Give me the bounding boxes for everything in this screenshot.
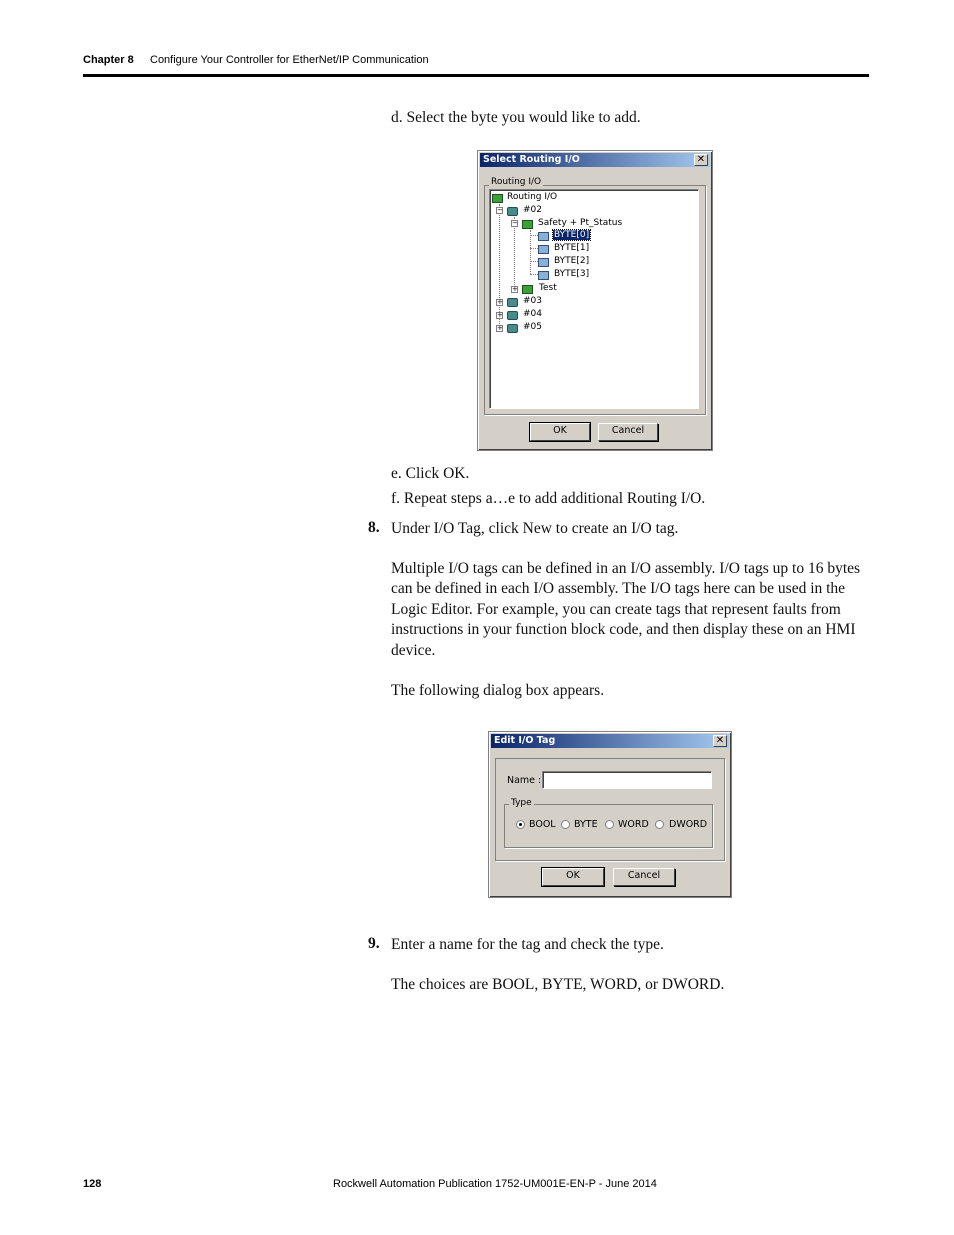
tree-item-byte2[interactable]: BYTE[2] <box>554 256 590 266</box>
edit-io-tag-dialog <box>488 731 732 898</box>
collapse-icon[interactable]: − <box>497 206 503 214</box>
step-9-number: 9. <box>368 935 380 952</box>
byte-icon <box>538 232 549 241</box>
chapter-label: Chapter 8 <box>83 54 134 66</box>
device-icon <box>507 324 518 333</box>
selected-byte0[interactable]: BYTE[0] <box>554 230 590 240</box>
byte-radio[interactable] <box>561 820 570 829</box>
expand-icon[interactable]: + <box>512 285 518 293</box>
expand-icon[interactable]: + <box>497 324 503 332</box>
word-label: WORD <box>618 819 649 830</box>
tree-item-byte1[interactable]: BYTE[1] <box>554 243 590 253</box>
tree-item-safety[interactable]: Safety + Pt_Status <box>538 218 623 228</box>
tree-item-02[interactable]: #02 <box>523 205 542 215</box>
step-8-number: 8. <box>368 519 380 536</box>
bool-label: BOOL <box>529 819 556 830</box>
type-label: Type <box>511 798 532 808</box>
ok-button[interactable]: OK <box>542 868 604 886</box>
byte-icon <box>538 271 549 280</box>
tree-item-byte3[interactable]: BYTE[3] <box>554 269 590 279</box>
step-8-text: Under I/O Tag, click New to create an I/O tag. <box>391 520 679 537</box>
tree-item-03[interactable]: #03 <box>523 296 542 306</box>
device-icon <box>507 298 518 307</box>
routing-dialog-titlebar <box>480 153 710 167</box>
name-input[interactable] <box>542 771 712 789</box>
step-9-text: Enter a name for the tag and check the type. <box>391 936 664 953</box>
tag-dialog-titlebar <box>491 734 729 748</box>
expand-icon[interactable]: + <box>497 311 503 319</box>
collapse-icon[interactable]: − <box>512 219 518 227</box>
publication-info: Rockwell Automation Publication 1752-UM001E-EN-P - June 2014 <box>333 1178 657 1190</box>
expand-icon[interactable]: + <box>497 298 503 306</box>
chapter-title: Configure Your Controller for EtherNet/IP Communication <box>150 54 429 66</box>
tree-item-04[interactable]: #04 <box>523 309 542 319</box>
word-radio[interactable] <box>605 820 614 829</box>
tree-item-test[interactable]: Test <box>539 283 557 293</box>
tree-item-root[interactable]: Routing I/O <box>507 192 558 202</box>
device-icon <box>507 311 518 320</box>
tree-item-05[interactable]: #05 <box>523 322 542 332</box>
step-f: f. Repeat steps a…e to add additional Routing I/O. <box>391 490 706 507</box>
select-routing-dialog <box>477 150 713 451</box>
folder-icon <box>522 285 533 294</box>
step-8-dialog-note: The following dialog box appears. <box>391 682 605 699</box>
cancel-button[interactable]: Cancel <box>598 423 658 441</box>
routing-dialog-title: Select Routing I/O <box>483 154 580 165</box>
bool-radio[interactable] <box>516 820 525 829</box>
name-label: Name : <box>507 775 542 786</box>
dword-radio[interactable] <box>655 820 664 829</box>
folder-icon <box>492 194 503 203</box>
routing-tree[interactable] <box>489 189 699 409</box>
routing-group-label: Routing I/O <box>491 177 542 187</box>
page-number: 128 <box>83 1178 102 1190</box>
tree-item-byte0[interactable] <box>553 230 590 241</box>
step-d: d. Select the byte you would like to add. <box>391 109 641 126</box>
step-8-paragraph: Multiple I/O tags can be defined in an I/O assembly. I/O tags up to 16 bytes can be defined in each I/O assembly. The I/O tags here can be used in the Logic Editor. For example, you can create tags that represent faults from instructions in your function block code, and then display these on an HMI device. <box>391 560 861 659</box>
dword-label: DWORD <box>669 819 708 830</box>
cancel-button[interactable]: Cancel <box>613 868 675 886</box>
step-9-paragraph: The choices are BOOL, BYTE, WORD, or DWORD. <box>391 976 725 993</box>
close-icon[interactable]: ✕ <box>713 735 727 747</box>
close-icon[interactable]: ✕ <box>694 154 708 166</box>
ok-button[interactable]: OK <box>530 423 590 441</box>
byte-icon <box>538 245 549 254</box>
header-rule <box>83 74 869 77</box>
device-icon <box>507 207 518 216</box>
byte-icon <box>538 258 549 267</box>
folder-icon <box>522 220 533 229</box>
step-e: e. Click OK. <box>391 465 470 482</box>
byte-label: BYTE <box>574 819 598 830</box>
tag-dialog-title: Edit I/O Tag <box>494 735 556 746</box>
